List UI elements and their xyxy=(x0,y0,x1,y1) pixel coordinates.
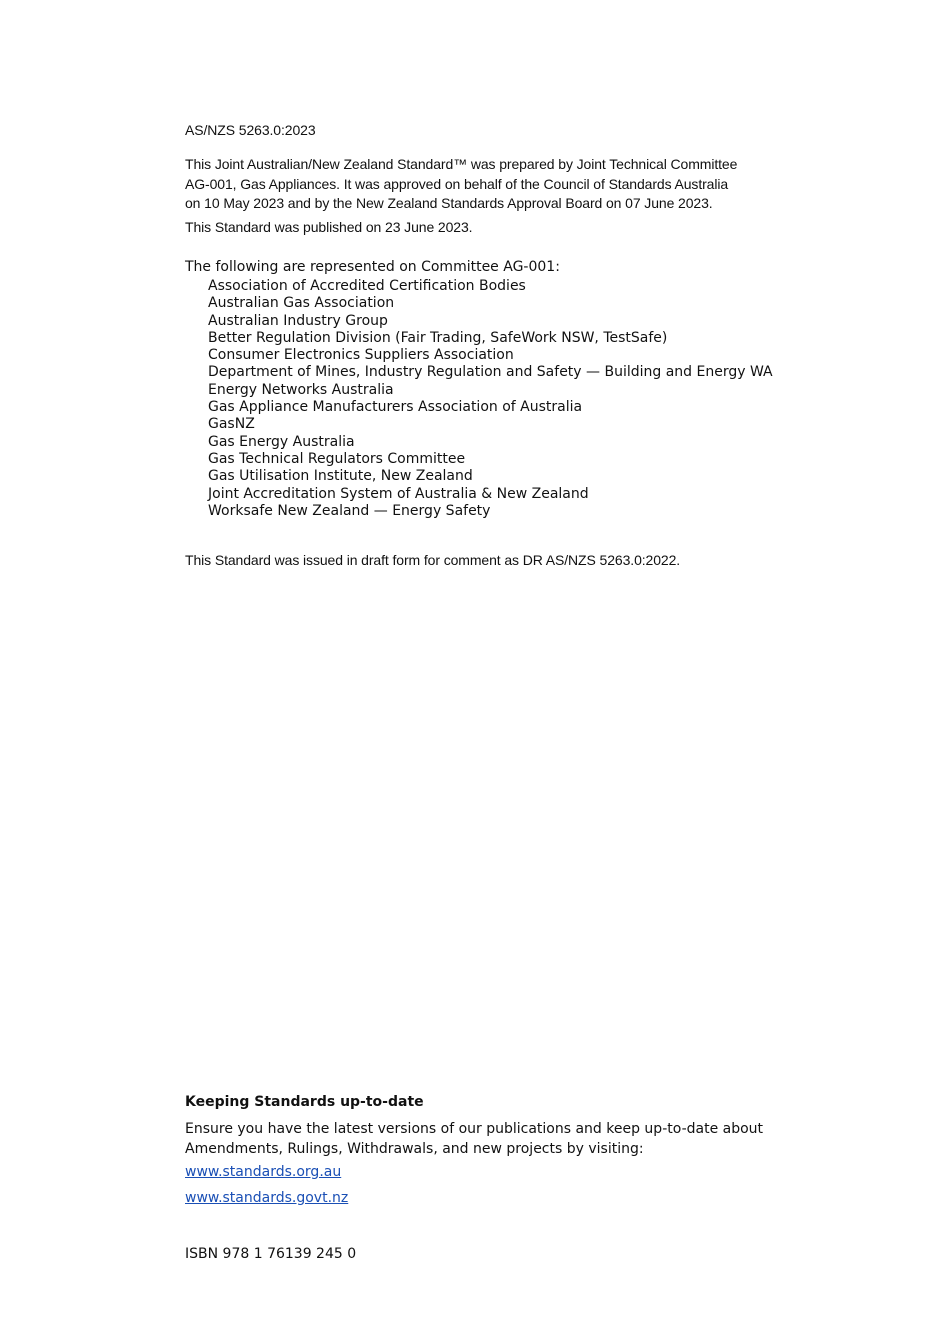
isbn: ISBN 978 1 76139 245 0 xyxy=(185,1246,357,1262)
list-item: Worksafe New Zealand — Energy Safety xyxy=(208,502,491,519)
committee-organisation-list xyxy=(208,278,773,520)
list-item: Joint Accreditation System of Australia & New Zealand xyxy=(208,485,589,502)
list-item: Gas Energy Australia xyxy=(208,433,355,450)
list-item: Energy Networks Australia xyxy=(208,381,394,398)
list-item: Australian Gas Association xyxy=(208,295,395,312)
list-item: Association of Accredited Certification Bodies xyxy=(208,278,526,294)
list-item: Gas Appliance Manufacturers Association of Australia xyxy=(208,399,583,416)
list-item: Consumer Electronics Suppliers Association xyxy=(208,347,514,364)
preparation-line: This Joint Australian/New Zealand Standard™ was prepared by Joint Technical Committee xyxy=(185,156,738,172)
list-item: Department of Mines, Industry Regulation and Safety — Building and Energy WA xyxy=(208,364,773,381)
keeping-line: Ensure you have the latest versions of our publications and keep up-to-date about xyxy=(185,1121,764,1137)
keeping-up-to-date-heading: Keeping Standards up-to-date xyxy=(185,1094,424,1110)
list-item: Better Regulation Division (Fair Trading, SafeWork NSW, TestSafe) xyxy=(208,329,668,346)
standards-new-zealand-link[interactable]: www.standards.govt.nz xyxy=(185,1190,349,1206)
draft-note: This Standard was issued in draft form for comment as DR AS/NZS 5263.0:2022. xyxy=(185,552,681,568)
keeping-up-to-date-paragraph xyxy=(185,1119,763,1159)
preparation-line: AG-001, Gas Appliances. It was approved on behalf of the Council of Standards Australia xyxy=(185,175,729,192)
list-item: Australian Industry Group xyxy=(208,312,388,329)
publication-date-note: This Standard was published on 23 June 2023. xyxy=(185,219,473,235)
keeping-line: Amendments, Rulings, Withdrawals, and new projects by visiting: xyxy=(185,1141,644,1157)
committee-heading: The following are represented on Committee AG-001: xyxy=(185,259,560,275)
document-id: AS/NZS 5263.0:2023 xyxy=(185,122,316,138)
list-item: GasNZ xyxy=(208,416,255,433)
preparation-line: on 10 May 2023 and by the New Zealand Standards Approval Board on 07 June 2023. xyxy=(185,195,713,211)
standards-australia-link[interactable]: www.standards.org.au xyxy=(185,1164,342,1180)
list-item: Gas Utilisation Institute, New Zealand xyxy=(208,468,473,485)
list-item: Gas Technical Regulators Committee xyxy=(208,450,466,467)
preparation-paragraph xyxy=(185,155,785,214)
